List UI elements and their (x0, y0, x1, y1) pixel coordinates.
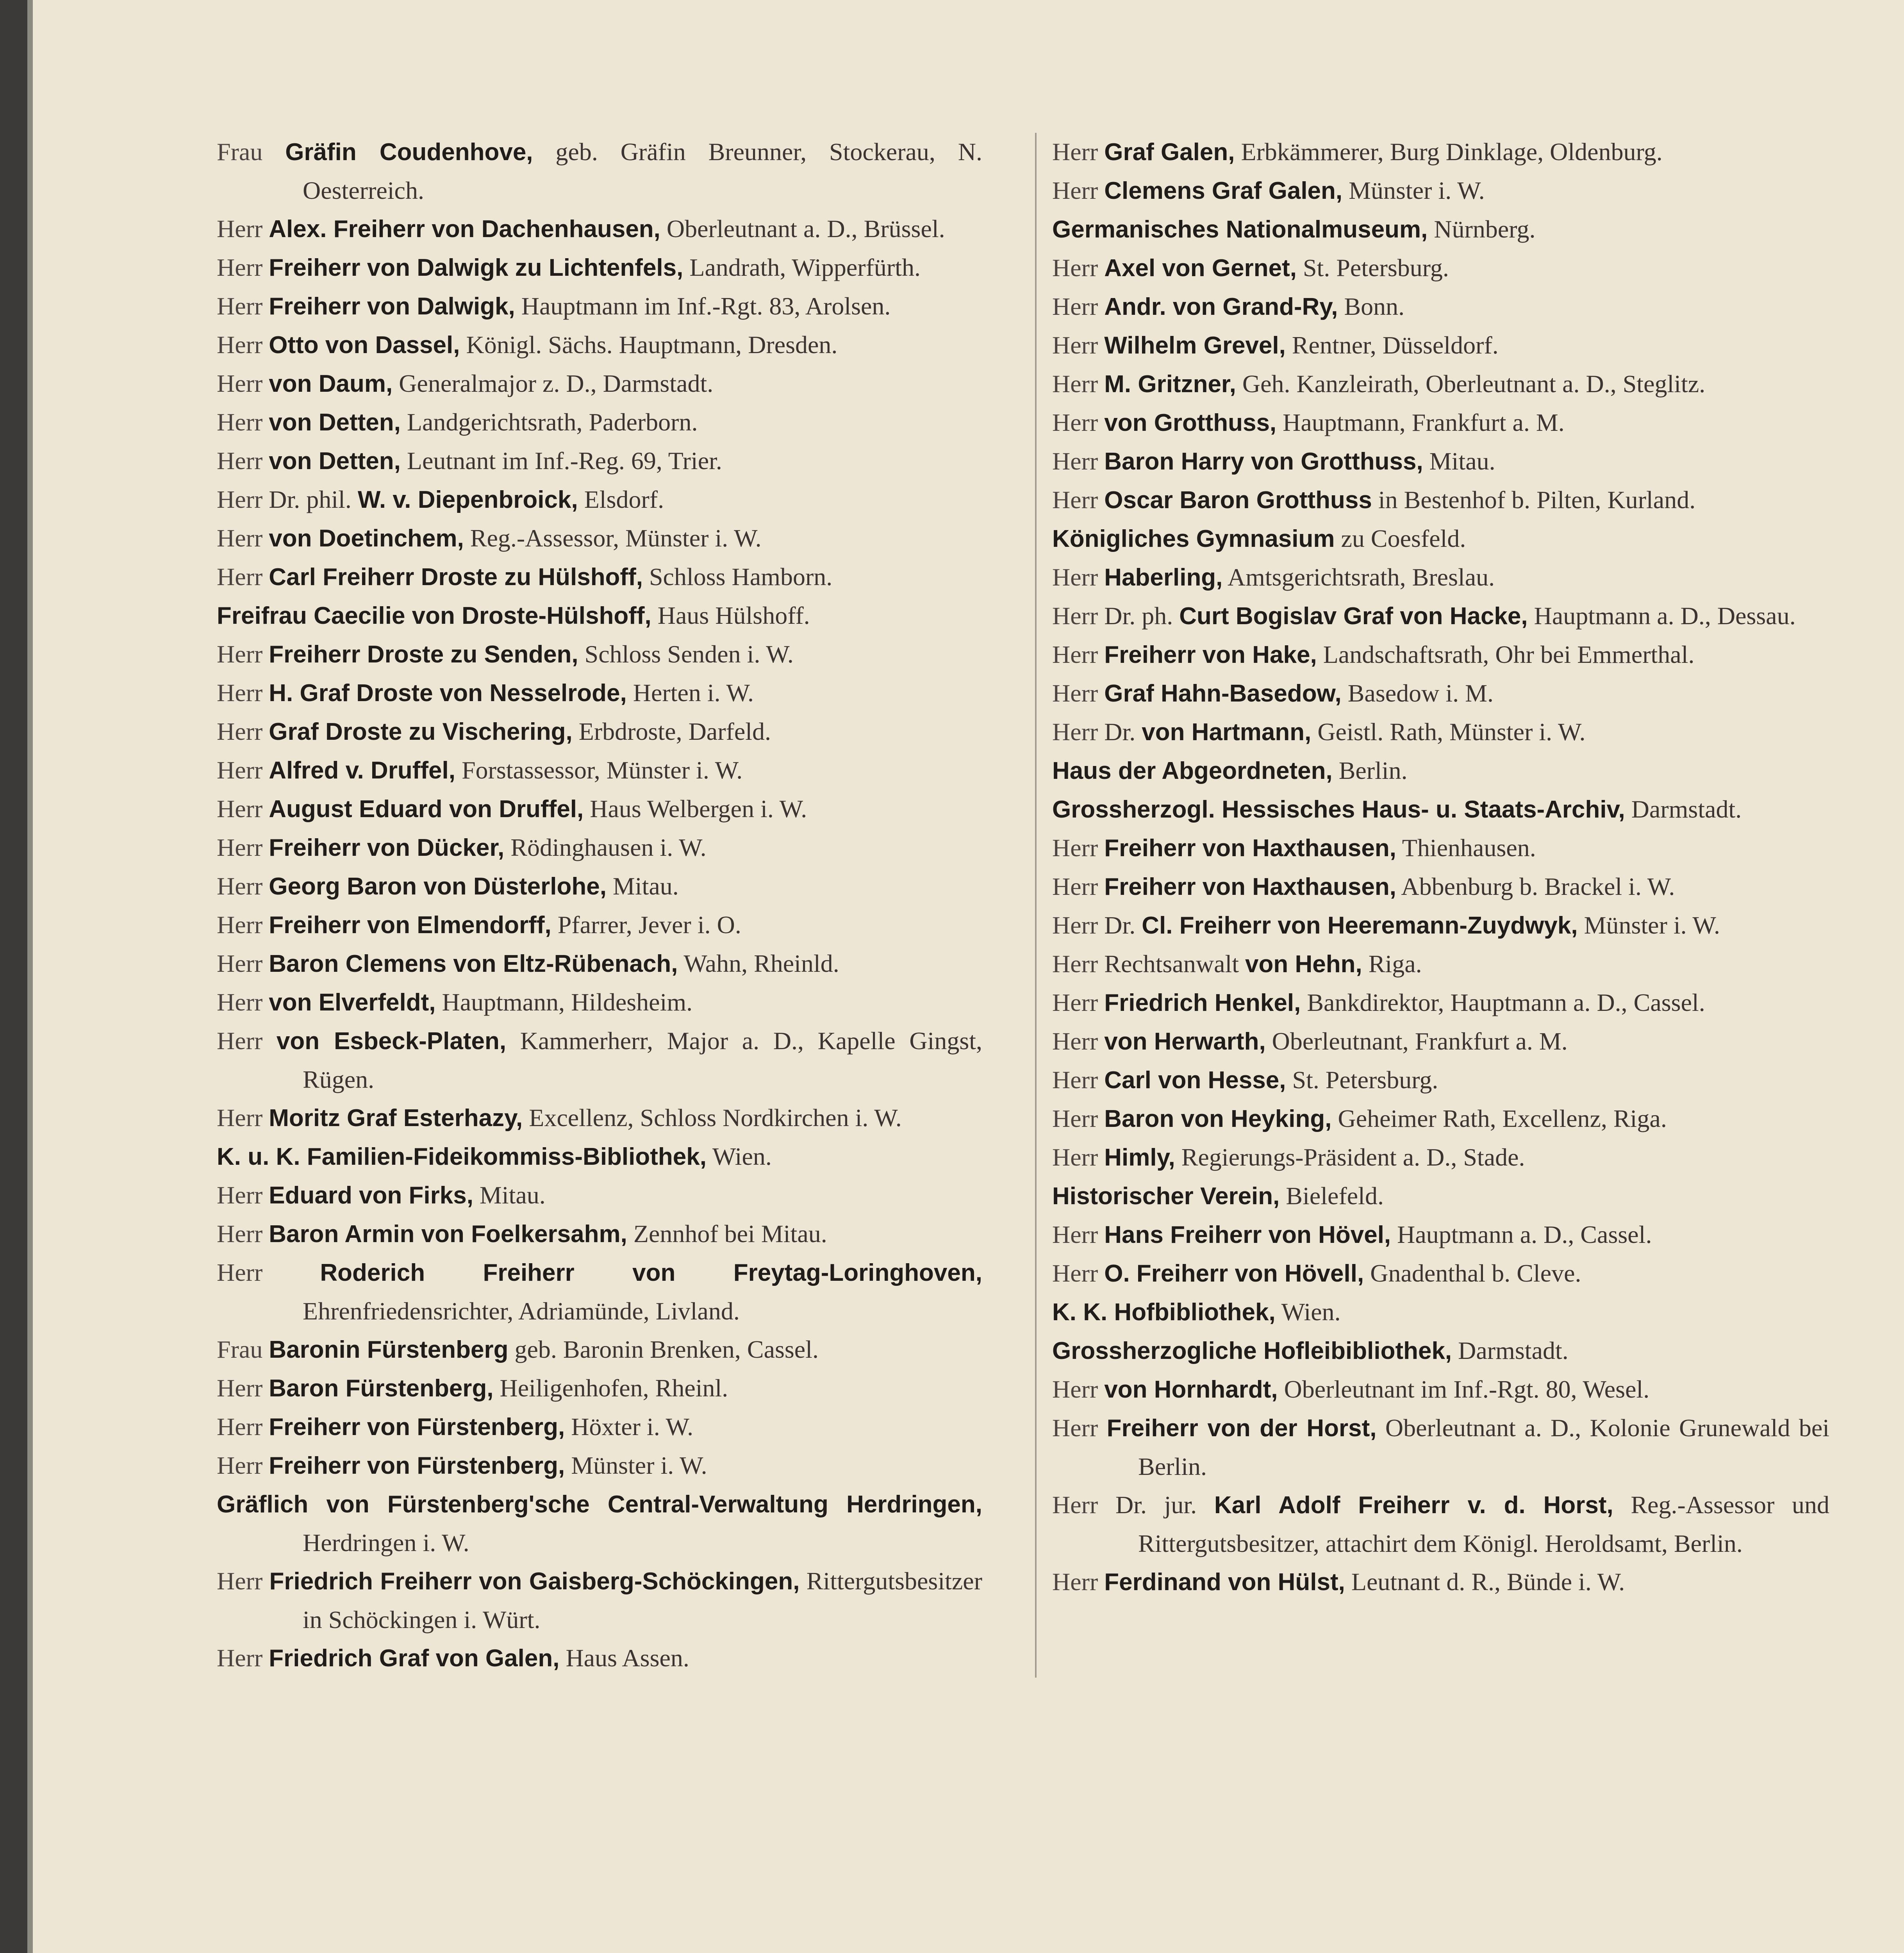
entry-prefix: Herr (1052, 138, 1098, 166)
member-entry (1052, 713, 1829, 752)
member-entry (1052, 752, 1829, 790)
member-entry (1052, 1293, 1829, 1332)
member-entry (217, 326, 982, 364)
entry-prefix: Herr (1052, 1143, 1098, 1171)
entry-prefix: Herr (217, 331, 263, 359)
member-entry (1052, 171, 1829, 210)
member-entry (1052, 1370, 1829, 1409)
entry-prefix: Herr (1052, 370, 1098, 398)
member-entry (217, 248, 982, 287)
member-entry (1052, 1563, 1829, 1601)
entry-name: Hans Freiherr von Hövel, (1104, 1221, 1391, 1248)
member-entry (217, 480, 982, 519)
entry-prefix: Herr (217, 679, 263, 707)
entry-prefix: Herr (217, 1181, 263, 1209)
entry-details: Landschaftsrath, Ohr bei Emmerthal. (1323, 641, 1695, 668)
entry-details: Reg.-Assessor und Rittergutsbesitzer, attachirt dem Königl. Heroldsamt, Berlin. (1138, 1491, 1830, 1557)
entry-details: Thienhausen. (1402, 834, 1536, 862)
entry-prefix: Herr (1052, 1491, 1098, 1519)
entry-details: Oberleutnant a. D., Kolonie Grunewald bei Berlin. (1138, 1414, 1830, 1480)
entry-name: Baron Clemens von Eltz-Rübenach, (269, 950, 678, 977)
member-entry (217, 596, 982, 635)
entry-prefix: Herr (1052, 1414, 1098, 1442)
entry-details: Mitau. (479, 1181, 546, 1209)
member-entry (217, 1446, 982, 1485)
entry-name: von Grotthuss, (1104, 409, 1277, 436)
entry-details: St. Petersburg. (1303, 254, 1449, 282)
entry-name: Curt Bogislav Graf von Hacke, (1179, 603, 1528, 630)
entry-details: Rentner, Düsseldorf. (1292, 331, 1499, 359)
entry-prefix: Herr (1052, 1259, 1098, 1287)
entry-prefix: Herr (217, 1374, 263, 1402)
entry-details: Hauptmann im Inf.-Rgt. 83, Arolsen. (521, 292, 891, 320)
entry-name: von Hehn, (1245, 951, 1362, 978)
member-entry (1052, 481, 1829, 519)
entry-details: Oberleutnant im Inf.-Rgt. 80, Wesel. (1284, 1375, 1650, 1403)
member-entry (1052, 868, 1829, 906)
entry-details: Haus Hülshoff. (657, 602, 810, 629)
entry-details: Pfarrer, Jever i. O. (557, 911, 741, 939)
entry-prefix: Herr (217, 1567, 263, 1595)
entry-prefix: Frau (217, 138, 263, 166)
entry-name: von Hartmann, (1142, 719, 1312, 746)
member-entry (217, 442, 982, 480)
entry-name: Freiherr von Dalwigk, (269, 293, 515, 320)
member-entry (217, 674, 982, 712)
member-entry (1052, 249, 1829, 287)
entry-details: Gnadenthal b. Cleve. (1370, 1259, 1581, 1287)
entry-name: Germanisches Nationalmuseum, (1052, 216, 1428, 243)
entry-name: von Herwarth, (1104, 1028, 1266, 1055)
entry-name: Wilhelm Grevel, (1104, 332, 1286, 359)
entry-name: Moritz Graf Esterhazy, (269, 1105, 523, 1132)
entry-name: Grossherzogliche Hofleibibliothek, (1052, 1337, 1452, 1364)
entry-prefix: Herr (217, 795, 263, 823)
entry-title: Dr. ph. (1104, 602, 1173, 630)
member-entry (1052, 442, 1829, 481)
entry-details: Oberleutnant a. D., Brüssel. (666, 215, 945, 243)
entry-details: Haus Welbergen i. W. (590, 795, 807, 823)
scan-binding-edge (0, 0, 27, 1953)
entry-name: Haus der Abgeordneten, (1052, 757, 1333, 784)
member-entry (1052, 287, 1829, 326)
entry-details: Darmstadt. (1458, 1337, 1569, 1364)
entry-name: Cl. Freiherr von Heeremann-Zuydwyk, (1142, 912, 1578, 939)
entry-title: Dr. phil. (269, 486, 352, 513)
entry-name: August Eduard von Druffel, (269, 796, 584, 823)
entry-prefix: Herr (217, 486, 263, 513)
entry-prefix: Herr (1052, 293, 1098, 320)
entry-prefix: Herr (217, 563, 263, 591)
member-entry (1052, 636, 1829, 674)
entry-name: Roderich Freiherr von Freytag-Loringhoven, (320, 1259, 982, 1286)
entry-name: Karl Adolf Freiherr v. d. Horst, (1214, 1492, 1613, 1519)
entry-name: von Esbeck-Platen, (276, 1028, 507, 1055)
entry-prefix: Herr (217, 756, 263, 784)
entry-details: Königl. Sächs. Hauptmann, Dresden. (466, 331, 838, 359)
member-entry (1052, 133, 1829, 171)
entry-prefix: Herr (217, 1413, 263, 1441)
entry-name: von Detten, (269, 448, 401, 475)
entry-details: Hauptmann, Frankfurt a. M. (1283, 409, 1565, 436)
entry-prefix: Herr (1052, 679, 1098, 707)
entry-details: Geistl. Rath, Münster i. W. (1317, 718, 1586, 746)
entry-details: Berlin. (1338, 757, 1408, 784)
entry-details: Leutnant im Inf.-Reg. 69, Trier. (407, 447, 722, 475)
entry-name: Historischer Verein, (1052, 1183, 1280, 1210)
entry-name: Ferdinand von Hülst, (1104, 1569, 1345, 1596)
entry-prefix: Herr (217, 292, 263, 320)
entry-name: Baron Harry von Grotthuss, (1104, 448, 1423, 475)
entry-details: Darmstadt. (1631, 795, 1742, 823)
entry-name: Haberling, (1104, 564, 1223, 591)
entry-prefix: Herr (217, 834, 263, 861)
entry-name: von Elverfeldt, (269, 989, 436, 1016)
entry-prefix: Herr (1052, 563, 1098, 591)
entry-details: Regierungs-Präsident a. D., Stade. (1181, 1143, 1525, 1171)
entry-details: Wien. (712, 1143, 772, 1170)
entry-details: geb. Gräfin Breunner, Stockerau, N. Oesterreich. (303, 138, 983, 204)
member-entry (1052, 1216, 1829, 1254)
entry-name: O. Freiherr von Hövell, (1104, 1260, 1364, 1287)
entry-details: Wahn, Rheinld. (683, 950, 839, 977)
entry-details: Riga. (1368, 950, 1422, 978)
entry-details: Höxter i. W. (571, 1413, 694, 1441)
entry-prefix: Herr (1052, 1027, 1098, 1055)
entry-prefix: Herr (1052, 1105, 1098, 1132)
entry-prefix: Herr (217, 1451, 263, 1479)
member-entry (217, 1639, 982, 1678)
entry-details: Oberleutnant, Frankfurt a. M. (1272, 1027, 1568, 1055)
entry-prefix: Herr (217, 911, 263, 939)
member-entry (1052, 1409, 1829, 1486)
entry-prefix: Herr (1052, 602, 1098, 630)
right-column-member-list (1035, 133, 1829, 1678)
member-entry (217, 1330, 982, 1369)
entry-details: Münster i. W. (1349, 177, 1485, 204)
member-entry (217, 1099, 982, 1137)
entry-details: Haus Assen. (566, 1644, 689, 1672)
entry-details: Leutnant d. R., Bünde i. W. (1351, 1568, 1625, 1596)
entry-name: Georg Baron von Düsterlohe, (269, 873, 607, 900)
member-entry (217, 1408, 982, 1446)
member-entry (1052, 1100, 1829, 1138)
entry-details: Münster i. W. (571, 1451, 707, 1479)
member-entry (1052, 1254, 1829, 1293)
entry-details: Rödinghausen i. W. (510, 834, 707, 861)
entry-prefix: Herr (1052, 331, 1098, 359)
member-entry (217, 1253, 982, 1330)
entry-name: Königliches Gymnasium (1052, 525, 1335, 552)
member-entry (1052, 210, 1829, 249)
member-entry (217, 364, 982, 403)
member-entry (217, 944, 982, 983)
member-entry (1052, 1177, 1829, 1216)
entry-details: geb. Baronin Brenken, Cassel. (514, 1335, 819, 1363)
entry-prefix: Herr (217, 1644, 263, 1672)
entry-details: Schloss Senden i. W. (584, 640, 794, 668)
entry-name: H. Graf Droste von Nesselrode, (269, 680, 627, 707)
entry-prefix: Herr (217, 1220, 263, 1248)
entry-details: Basedow i. M. (1347, 679, 1494, 707)
entry-prefix: Herr (217, 215, 263, 243)
member-entry (217, 133, 982, 210)
entry-details: Herten i. W. (633, 679, 754, 707)
entry-details: Geh. Kanzleirath, Oberleutnant a. D., Steglitz. (1242, 370, 1706, 398)
entry-prefix: Herr (1052, 177, 1098, 204)
member-entry (1052, 519, 1829, 558)
entry-details: Elsdorf. (584, 486, 664, 513)
member-entry (217, 1562, 982, 1639)
entry-prefix: Herr (217, 1259, 263, 1286)
entry-name: Baronin Fürstenberg (269, 1336, 509, 1363)
entry-details: Abbenburg b. Brackel i. W. (1401, 873, 1675, 900)
entry-prefix: Herr (217, 447, 263, 475)
member-entry (217, 1176, 982, 1215)
entry-name: M. Gritzner, (1104, 371, 1236, 398)
entry-name: W. v. Diepenbroick, (357, 486, 578, 513)
entry-prefix: Herr (217, 370, 263, 397)
entry-name: Gräflich von Fürstenberg'sche Central-Verwaltung Herdringen, (217, 1491, 982, 1518)
entry-name: Freiherr von Hake, (1104, 641, 1317, 668)
entry-prefix: Frau (217, 1335, 263, 1363)
left-column-member-list (217, 133, 982, 1678)
entry-name: Carl Freiherr Droste zu Hülshoff, (269, 564, 643, 591)
entry-name: Freiherr von Haxthausen, (1104, 835, 1396, 862)
member-entry (1052, 1332, 1829, 1370)
entry-prefix: Herr (1052, 486, 1098, 514)
entry-details: Amtsgerichtsrath, Breslau. (1227, 563, 1495, 591)
entry-name: Graf Galen, (1104, 139, 1235, 166)
entry-name: Graf Hahn-Basedow, (1104, 680, 1342, 707)
entry-title: Dr. (1104, 911, 1136, 939)
member-entry (1052, 829, 1829, 868)
entry-details: Mitau. (1429, 447, 1495, 475)
entry-name: Grossherzogl. Hessisches Haus- u. Staats-Archiv, (1052, 796, 1625, 823)
entry-details: Hauptmann a. D., Dessau. (1534, 602, 1796, 630)
entry-prefix: Herr (217, 1104, 263, 1132)
entry-name: Baron von Heyking, (1104, 1105, 1332, 1132)
entry-name: Freiherr von Dalwigk zu Lichtenfels, (269, 254, 683, 281)
entry-details: Wien. (1281, 1298, 1341, 1326)
entry-prefix: Herr (217, 408, 263, 436)
member-entry (217, 983, 982, 1022)
entry-prefix: Herr (1052, 1568, 1098, 1596)
entry-details: Erbdroste, Darfeld. (578, 718, 771, 745)
entry-details: Reg.-Assessor, Münster i. W. (470, 524, 762, 552)
member-entry (217, 790, 982, 828)
member-entry (217, 210, 982, 248)
entry-prefix: Herr (1052, 1375, 1098, 1403)
entry-name: Eduard von Firks, (269, 1182, 473, 1209)
entry-details: Hauptmann, Hildesheim. (442, 988, 693, 1016)
entry-details: Geheimer Rath, Excellenz, Riga. (1338, 1105, 1667, 1132)
entry-details: Münster i. W. (1584, 911, 1720, 939)
entry-details: Bonn. (1344, 293, 1405, 320)
member-entry (217, 906, 982, 944)
entry-name: Freiherr von Fürstenberg, (269, 1452, 565, 1479)
entry-details: zu Coesfeld. (1341, 525, 1466, 552)
entry-name: Friedrich Henkel, (1104, 989, 1301, 1016)
member-entry (1052, 403, 1829, 442)
entry-details: Ehrenfriedensrichter, Adriamünde, Livland. (303, 1297, 740, 1325)
entry-details: Erbkämmerer, Burg Dinklage, Oldenburg. (1241, 138, 1663, 166)
member-entry (217, 403, 982, 442)
entry-details: Mitau. (612, 872, 679, 900)
entry-title: Rechtsanwalt (1104, 950, 1239, 978)
entry-prefix: Herr (217, 988, 263, 1016)
entry-name: von Hornhardt, (1104, 1376, 1278, 1403)
entry-details: Rittergutsbesitzer in Schöckingen i. Würt. (303, 1567, 983, 1633)
entry-prefix: Herr (1052, 254, 1098, 282)
entry-name: Andr. von Grand-Ry, (1104, 293, 1338, 320)
entry-details: Bielefeld. (1286, 1182, 1384, 1210)
entry-prefix: Herr (1052, 641, 1098, 668)
entry-details: Kammerherr, Major a. D., Kapelle Gingst, Rügen. (303, 1027, 983, 1093)
member-entry (1052, 365, 1829, 403)
entry-name: Alex. Freiherr von Dachenhausen, (269, 216, 660, 243)
entry-prefix: Herr (1052, 1066, 1098, 1094)
entry-name: Friedrich Freiherr von Gaisberg-Schöckingen, (269, 1568, 800, 1595)
entry-prefix: Herr (217, 718, 263, 745)
entry-name: Baron Fürstenberg, (269, 1375, 494, 1402)
entry-name: Clemens Graf Galen, (1104, 177, 1343, 204)
entry-prefix: Herr (1052, 447, 1098, 475)
member-entry (217, 635, 982, 674)
member-entry (217, 712, 982, 751)
entry-name: von Detten, (269, 409, 401, 436)
entry-name: Axel von Gernet, (1104, 255, 1297, 282)
entry-details: St. Petersburg. (1292, 1066, 1438, 1094)
entry-name: Himly, (1104, 1144, 1175, 1171)
entry-name: Freifrau Caecilie von Droste-Hülshoff, (217, 602, 651, 629)
entry-prefix: Herr (217, 253, 263, 281)
entry-name: Freiherr von Elmendorff, (269, 912, 551, 939)
entry-details: Zennhof bei Mitau. (633, 1220, 827, 1248)
entry-name: Graf Droste zu Vischering, (269, 718, 573, 745)
entry-prefix: Herr (1052, 989, 1098, 1016)
entry-prefix: Herr (1052, 718, 1098, 746)
entry-prefix: Herr (217, 640, 263, 668)
entry-prefix: Herr (1052, 834, 1098, 862)
entry-name: Baron Armin von Foelkersahm, (269, 1221, 627, 1248)
entry-prefix: Herr (217, 524, 263, 552)
member-entry (1052, 1138, 1829, 1177)
entry-title: Dr. jur. (1115, 1491, 1197, 1519)
member-entry (217, 287, 982, 326)
member-entry (1052, 1022, 1829, 1061)
entry-prefix: Herr (1052, 1221, 1098, 1248)
member-entry (217, 751, 982, 790)
member-entry (1052, 674, 1829, 713)
member-entry (1052, 906, 1829, 945)
entry-details: Excellenz, Schloss Nordkirchen i. W. (529, 1104, 902, 1132)
entry-prefix: Herr (1052, 950, 1098, 978)
member-entry (217, 1022, 982, 1099)
entry-name: Alfred v. Druffel, (269, 757, 455, 784)
entry-details: in Bestenhof b. Pilten, Kurland. (1378, 486, 1696, 514)
entry-title: Dr. (1104, 718, 1136, 746)
member-entry (217, 867, 982, 906)
entry-name: Freiherr von Dücker, (269, 834, 505, 861)
member-entry (217, 558, 982, 596)
member-entry (1052, 790, 1829, 829)
entry-details: Forstassessor, Münster i. W. (461, 756, 743, 784)
entry-name: Oscar Baron Grotthuss (1104, 487, 1372, 514)
member-entry (217, 1369, 982, 1408)
member-entry (1052, 984, 1829, 1022)
member-entry (1052, 558, 1829, 597)
entry-prefix: Herr (217, 872, 263, 900)
member-entry (1052, 597, 1829, 636)
member-entry (1052, 945, 1829, 984)
entry-name: Freiherr Droste zu Senden, (269, 641, 578, 668)
entry-prefix: Herr (217, 1027, 263, 1055)
entry-name: K. K. Hofbibliothek, (1052, 1299, 1276, 1326)
entry-prefix: Herr (217, 950, 263, 977)
entry-name: Carl von Hesse, (1104, 1067, 1286, 1094)
member-entry (1052, 1486, 1829, 1563)
entry-name: Gräfin Coudenhove, (285, 139, 533, 166)
member-entry (217, 519, 982, 558)
entry-prefix: Herr (1052, 409, 1098, 436)
member-entry (217, 828, 982, 867)
entry-name: K. u. K. Familien-Fideikommiss-Bibliothek, (217, 1143, 707, 1170)
entry-name: Otto von Dassel, (269, 332, 460, 359)
member-entry (1052, 1061, 1829, 1100)
entry-details: Landrath, Wipperfürth. (689, 253, 921, 281)
entry-name: Freiherr von der Horst, (1106, 1415, 1377, 1442)
entry-name: Freiherr von Fürstenberg, (269, 1414, 565, 1441)
entry-details: Schloss Hamborn. (649, 563, 833, 591)
entry-name: Friedrich Graf von Galen, (269, 1645, 560, 1672)
entry-prefix: Herr (1052, 873, 1098, 900)
entry-details: Generalmajor z. D., Darmstadt. (399, 370, 714, 397)
entry-name: von Doetinchem, (269, 525, 464, 552)
entry-details: Nürnberg. (1434, 215, 1536, 243)
member-entry (217, 1215, 982, 1253)
entry-details: Bankdirektor, Hauptmann a. D., Cassel. (1307, 989, 1705, 1016)
entry-details: Hauptmann a. D., Cassel. (1397, 1221, 1652, 1248)
entry-details: Heiligenhofen, Rheinl. (500, 1374, 728, 1402)
entry-details: Herdringen i. W. (303, 1529, 469, 1557)
member-entry (217, 1137, 982, 1176)
member-entry (217, 1485, 982, 1562)
entry-prefix: Herr (1052, 911, 1098, 939)
member-entry (1052, 326, 1829, 365)
entry-details: Landgerichtsrath, Paderborn. (407, 408, 698, 436)
entry-name: Freiherr von Haxthausen, (1104, 873, 1396, 900)
scan-binding-shadow (27, 0, 33, 1953)
entry-name: von Daum, (269, 370, 393, 397)
